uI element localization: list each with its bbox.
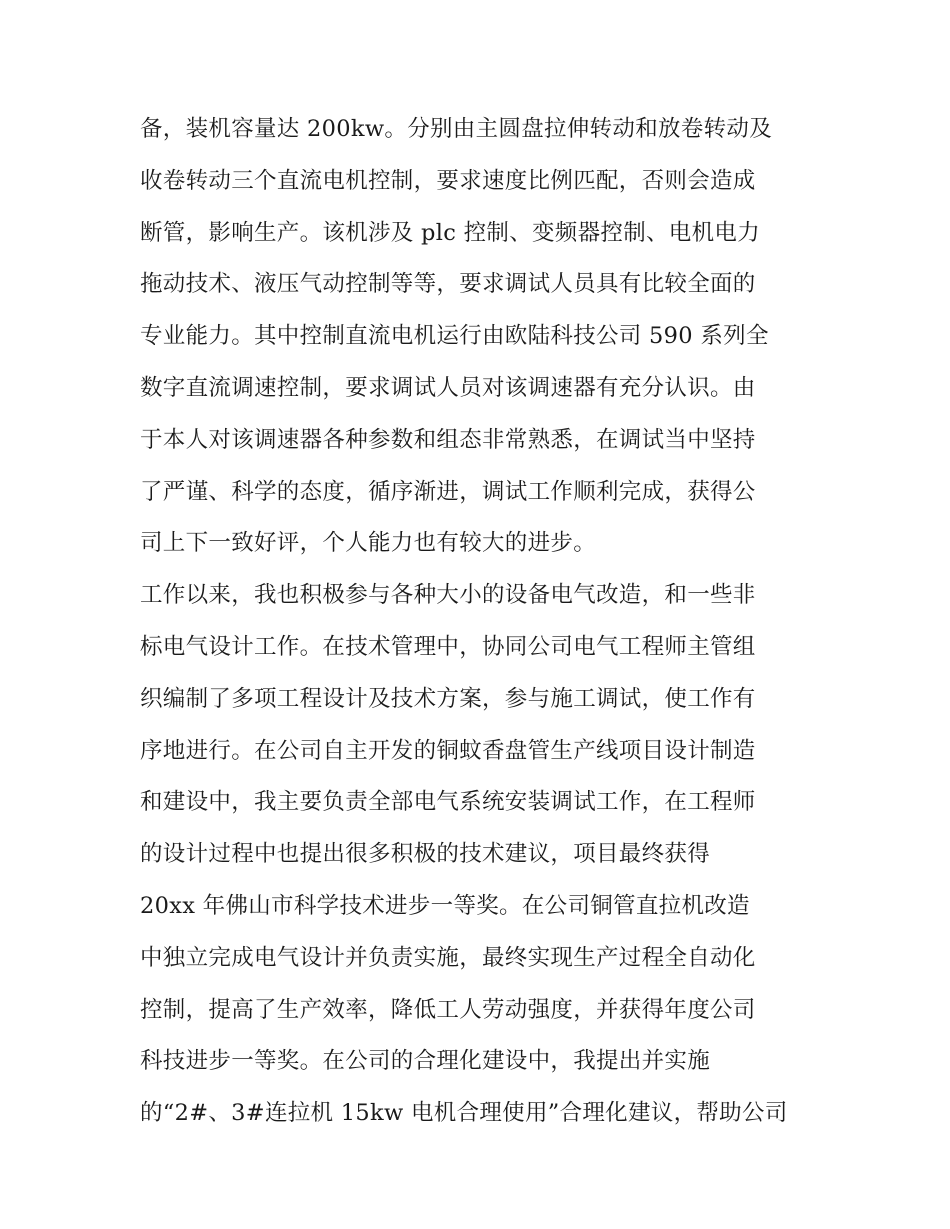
text-line: 20xx 年佛山市科学技术进步一等奖。在公司铜管直拉机改造 bbox=[140, 892, 750, 919]
text-line: 专业能力。其中控制直流电机运行由欧陆科技公司 590 系列全 bbox=[140, 323, 769, 350]
text-line: 了严谨、科学的态度，循序渐进，调试工作顺利完成，获得公 bbox=[140, 478, 756, 505]
text-line: 标电气设计工作。在技术管理中，协同公司电气工程师主管组 bbox=[140, 633, 756, 660]
text-line: 的“2#、3#连拉机 15kw 电机合理使用”合理化建议，帮助公司 bbox=[140, 1100, 788, 1127]
text-line: 的设计过程中也提出很多积极的技术建议，项目最终获得 bbox=[140, 841, 711, 868]
text-line: 织编制了多项工程设计及技术方案，参与施工调试，使工作有 bbox=[140, 685, 756, 712]
text-line: 工作以来，我也积极参与各种大小的设备电气改造，和一些非 bbox=[140, 582, 756, 609]
text-line: 科技进步一等奖。在公司的合理化建设中，我提出并实施 bbox=[140, 1048, 711, 1075]
text-line: 收卷转动三个直流电机控制，要求速度比例匹配，否则会造成 bbox=[140, 167, 756, 194]
text-line: 控制，提高了生产效率，降低工人劳动强度，并获得年度公司 bbox=[140, 996, 756, 1023]
text-line: 拖动技术、液压气动控制等等，要求调试人员具有比较全面的 bbox=[140, 271, 756, 298]
text-line: 数字直流调速控制，要求调试人员对该调速器有充分认识。由 bbox=[140, 374, 756, 401]
text-line: 于本人对该调速器各种参数和组态非常熟悉，在调试当中坚持 bbox=[140, 426, 756, 453]
text-line: 司上下一致好评，个人能力也有较大的进步。 bbox=[140, 530, 597, 557]
body-text bbox=[140, 104, 820, 1140]
text-line: 中独立完成电气设计并负责实施，最终实现生产过程全自动化 bbox=[140, 944, 756, 971]
text-line: 和建设中，我主要负责全部电气系统安装调试工作，在工程师 bbox=[140, 789, 756, 816]
text-line: 断管，影响生产。该机涉及 plc 控制、变频器控制、电机电力 bbox=[140, 219, 761, 246]
text-line: 备，装机容量达 200kw。分别由主圆盘拉伸转动和放卷转动及 bbox=[140, 116, 772, 142]
text-line: 序地进行。在公司自主开发的铜蚊香盘管生产线项目设计制造 bbox=[140, 737, 756, 764]
